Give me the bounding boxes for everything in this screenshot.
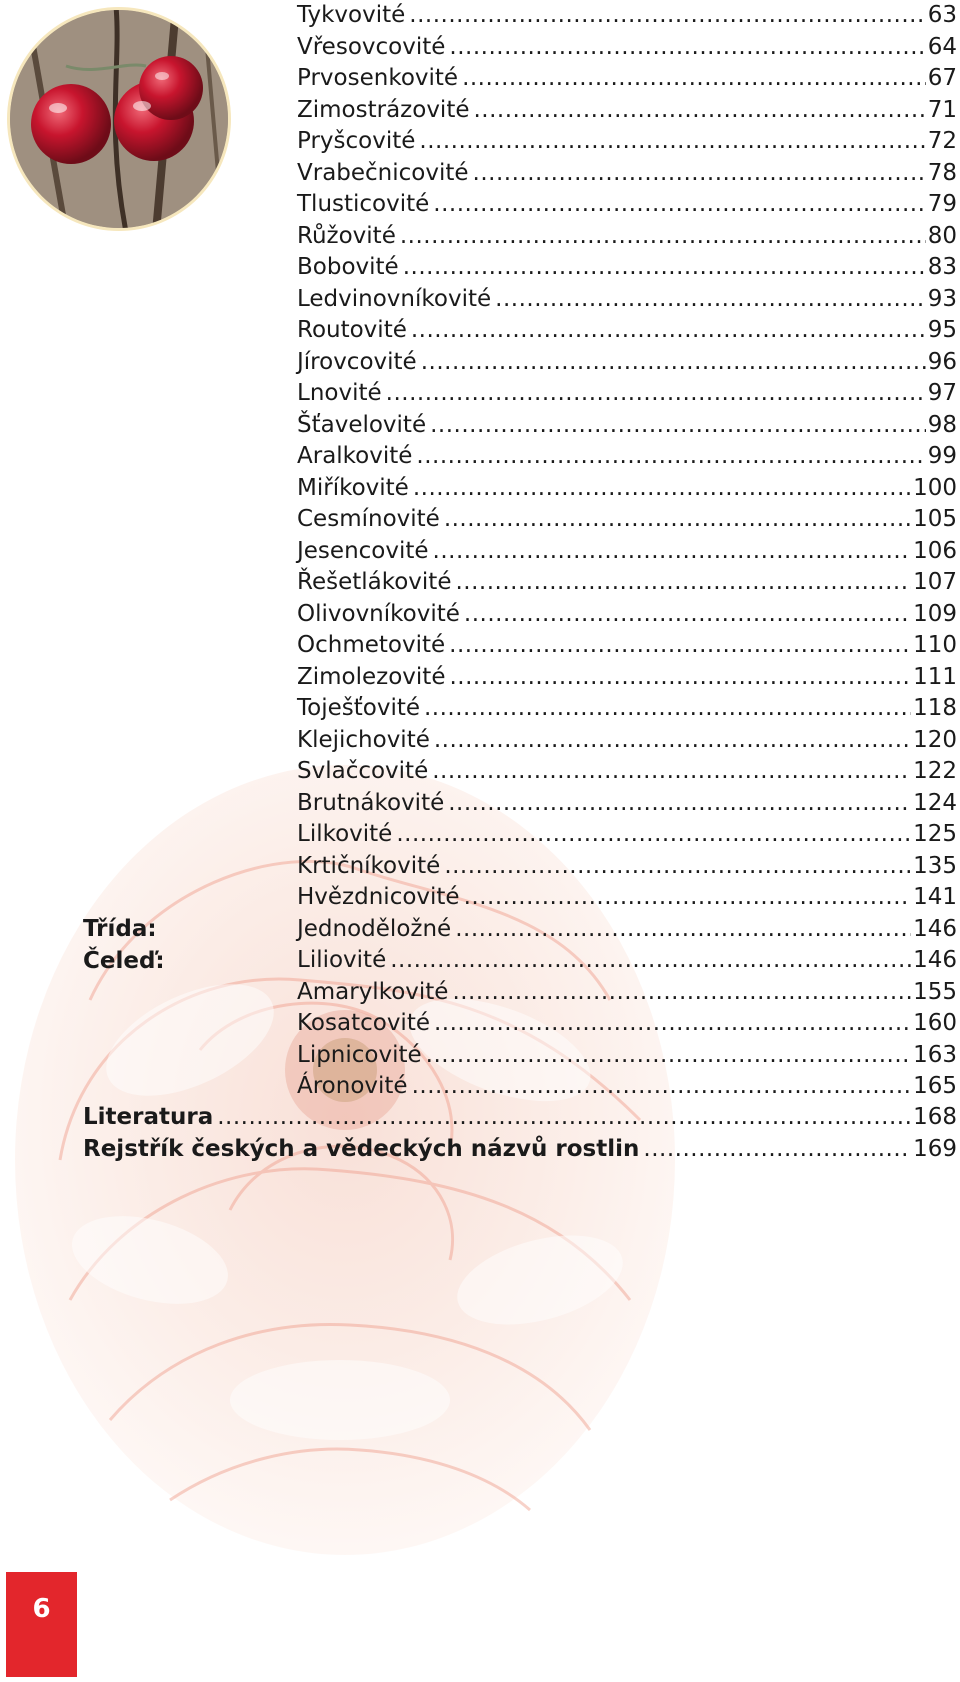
dot-leader <box>426 1040 911 1072</box>
toc-entry-page: 165 <box>913 1073 957 1099</box>
dot-leader <box>449 630 911 662</box>
toc-entry-name: Pryšcovité <box>297 128 416 154</box>
toc-entry-page: 106 <box>913 537 957 564</box>
toc-entry[interactable] <box>297 189 957 221</box>
dot-leader <box>474 95 926 127</box>
toc-entry-name: Růžovité <box>297 222 396 249</box>
toc-entry[interactable] <box>297 662 957 694</box>
toc-entry[interactable] <box>297 599 957 631</box>
dot-leader <box>444 851 911 883</box>
toc-entry-page: 105 <box>913 506 957 532</box>
dot-leader <box>434 725 911 757</box>
toc-entry-page: 96 <box>927 348 957 375</box>
toc-entry-page: 99 <box>927 443 957 469</box>
toc-entry-page: 95 <box>927 317 957 343</box>
toc-entry[interactable] <box>297 252 957 284</box>
toc-entry[interactable] <box>297 693 957 725</box>
toc-entry-page: 110 <box>913 632 957 658</box>
toc-entry-name: Jírovcovité <box>297 348 417 375</box>
dot-leader <box>455 567 911 599</box>
toc-entry-name: Ochmetovité <box>297 632 446 658</box>
toc-entry-name: Olivovníkovité <box>297 600 460 627</box>
toc-entry-page: 97 <box>927 380 957 406</box>
toc-entry[interactable] <box>297 473 957 505</box>
toc-entry-name: Hvězdnicovité <box>297 884 460 910</box>
toc-entry-page: 155 <box>913 978 957 1005</box>
toc-entry-name: Áronovité <box>297 1073 408 1099</box>
toc-entry[interactable] <box>297 347 957 379</box>
toc-entry-page: 111 <box>913 663 957 690</box>
dot-leader <box>430 410 926 442</box>
dot-leader <box>413 473 911 505</box>
toc-entry-name: Brutnákovité <box>297 789 445 816</box>
dot-leader <box>643 1134 911 1166</box>
toc-entry-name: Liliovité <box>297 947 387 973</box>
toc-entry[interactable] <box>297 0 957 32</box>
toc-entry-page: 80 <box>927 222 957 249</box>
toc-entry-page: 118 <box>913 695 957 721</box>
toc-entry-name: Zimolezovité <box>297 663 446 690</box>
toc-entry-page: 109 <box>913 600 957 627</box>
dot-leader <box>449 32 925 64</box>
toc-entry[interactable] <box>297 819 957 851</box>
toc-entry[interactable] <box>83 1134 957 1166</box>
index-entry <box>83 1134 957 1166</box>
toc-entry-name: Ledvinovníkovité <box>297 285 492 312</box>
toc-entry[interactable] <box>297 441 957 473</box>
toc-entry-name: Lipnicovité <box>297 1041 422 1068</box>
dot-leader <box>400 221 926 253</box>
toc-entry[interactable] <box>297 410 957 442</box>
toc-entry-name: Miříkovité <box>297 474 409 501</box>
toc-entry-page: 122 <box>913 758 957 784</box>
dot-leader <box>434 1008 911 1040</box>
dot-leader <box>452 977 911 1009</box>
toc-entry[interactable] <box>297 630 957 662</box>
toc-entry-name: Lnovité <box>297 380 382 406</box>
toc-entry[interactable] <box>297 378 957 410</box>
toc-entry[interactable] <box>297 756 957 788</box>
toc-entry[interactable] <box>297 126 957 158</box>
dot-leader <box>416 441 925 473</box>
toc-entry-name: Lilkovité <box>297 821 393 847</box>
literature-entry <box>83 1102 957 1134</box>
toc-entry-page: 107 <box>913 569 957 595</box>
toc-entry[interactable] <box>297 567 957 599</box>
toc-entry-name: Svlačcovité <box>297 758 429 784</box>
toc-entry-page: 78 <box>927 159 957 186</box>
toc-entry-name: Vrabečnicovité <box>297 159 469 186</box>
dot-leader <box>444 504 911 536</box>
toc-entry-name: Kosatcovité <box>297 1010 430 1036</box>
toc-entry-name: Jednoděložné <box>297 915 452 942</box>
dot-leader <box>403 252 926 284</box>
dot-leader <box>411 315 926 347</box>
toc-list <box>297 0 957 1103</box>
dot-leader <box>419 126 925 158</box>
toc-entry-name: Amarylkovité <box>297 978 449 1005</box>
toc-entry-page: 141 <box>913 884 957 910</box>
toc-entry[interactable] <box>297 788 957 820</box>
class-label: Třída: <box>83 916 157 942</box>
toc-entry-name: Prvosenkovité <box>297 65 459 91</box>
toc-entry-name: Cesmínovité <box>297 506 440 532</box>
page-number: 6 <box>32 1594 51 1624</box>
toc-entry-page: 83 <box>927 254 957 280</box>
toc-entry-page: 64 <box>927 33 957 60</box>
toc-entry-page: 146 <box>913 947 957 973</box>
dot-leader <box>448 788 911 820</box>
dot-leader <box>424 693 911 725</box>
toc-entry-page: 146 <box>913 915 957 942</box>
toc-entry[interactable] <box>83 1102 957 1134</box>
toc-entry-page: 93 <box>927 285 957 312</box>
toc-entry-name: Vřesovcovité <box>297 33 446 60</box>
toc-entry-name: Aralkovité <box>297 443 413 469</box>
dot-leader <box>464 599 911 631</box>
dot-leader <box>396 819 911 851</box>
toc-entry-name: Tykvovité <box>297 2 406 28</box>
toc-entry-page: 135 <box>913 852 957 879</box>
toc-entry-page: 125 <box>913 821 957 847</box>
toc-entry[interactable] <box>297 1071 957 1103</box>
toc-entry-page: 72 <box>927 128 957 154</box>
toc-entry-name: Toješťovité <box>297 695 420 721</box>
toc-entry[interactable] <box>297 1040 957 1072</box>
dot-leader <box>409 0 925 32</box>
toc-entry[interactable] <box>297 725 957 757</box>
toc-entry-page: 163 <box>913 1041 957 1068</box>
toc-entry-name: Tlusticovité <box>297 191 430 217</box>
toc-entry[interactable] <box>297 221 957 253</box>
dot-leader <box>495 284 926 316</box>
toc-entry-name: Bobovité <box>297 254 399 280</box>
toc-entry-page: 79 <box>927 191 957 217</box>
dot-leader <box>390 945 911 977</box>
toc-entry-page: 124 <box>913 789 957 816</box>
toc-entry-page: 67 <box>927 65 957 91</box>
toc-entry-page: 63 <box>927 2 957 28</box>
toc-entry[interactable] <box>297 95 957 127</box>
toc-entry-name: Routovité <box>297 317 407 343</box>
dot-leader <box>432 756 911 788</box>
toc-entry-page: 98 <box>927 411 957 438</box>
toc-entry-page: 160 <box>913 1010 957 1036</box>
toc-entry[interactable] <box>297 504 957 536</box>
toc-entry[interactable] <box>297 882 957 914</box>
toc-entry[interactable] <box>297 63 957 95</box>
toc-entry-name: Klejichovité <box>297 726 430 753</box>
toc-entry[interactable] <box>297 315 957 347</box>
toc-entry-name: Krtičníkovité <box>297 852 441 879</box>
dot-leader <box>464 882 912 914</box>
dot-leader <box>462 63 926 95</box>
dot-leader <box>421 347 926 379</box>
dot-leader <box>412 1071 912 1103</box>
dot-leader <box>386 378 926 410</box>
toc-entry-page: 169 <box>913 1135 957 1162</box>
toc-entry[interactable] <box>297 851 957 883</box>
toc-entry-page: 120 <box>913 726 957 753</box>
toc-entry-name: Řešetlákovité <box>297 569 452 595</box>
toc-entry-page: 168 <box>913 1104 957 1130</box>
toc-entry-name: Rejstřík českých a vědeckých názvů rostlin <box>83 1135 640 1162</box>
toc-entry[interactable] <box>297 158 957 190</box>
toc-entry[interactable] <box>297 32 957 64</box>
toc-entry[interactable] <box>297 945 957 977</box>
dot-leader <box>473 158 926 190</box>
dot-leader <box>433 536 912 568</box>
toc-entry-name: Jesencovité <box>297 537 429 564</box>
family-label: Čeleď: <box>83 947 165 974</box>
dot-leader <box>455 914 911 946</box>
toc-entry-page: 100 <box>913 474 957 501</box>
toc-entry[interactable] <box>297 536 957 568</box>
toc-entry-page: 71 <box>927 96 957 123</box>
dot-leader <box>449 662 911 694</box>
cranberry-photo <box>6 6 232 232</box>
page-number-tab <box>6 1572 77 1677</box>
toc-entry[interactable] <box>297 914 957 946</box>
dot-leader <box>433 189 925 221</box>
toc-entry-name: Šťavelovité <box>297 411 427 438</box>
dot-leader <box>217 1102 911 1134</box>
toc-entry[interactable] <box>297 977 957 1009</box>
toc-entry[interactable] <box>297 1008 957 1040</box>
toc-entry-name: Zimostrázovité <box>297 96 470 123</box>
toc-entry-name: Literatura <box>83 1104 214 1130</box>
toc-entry[interactable] <box>297 284 957 316</box>
